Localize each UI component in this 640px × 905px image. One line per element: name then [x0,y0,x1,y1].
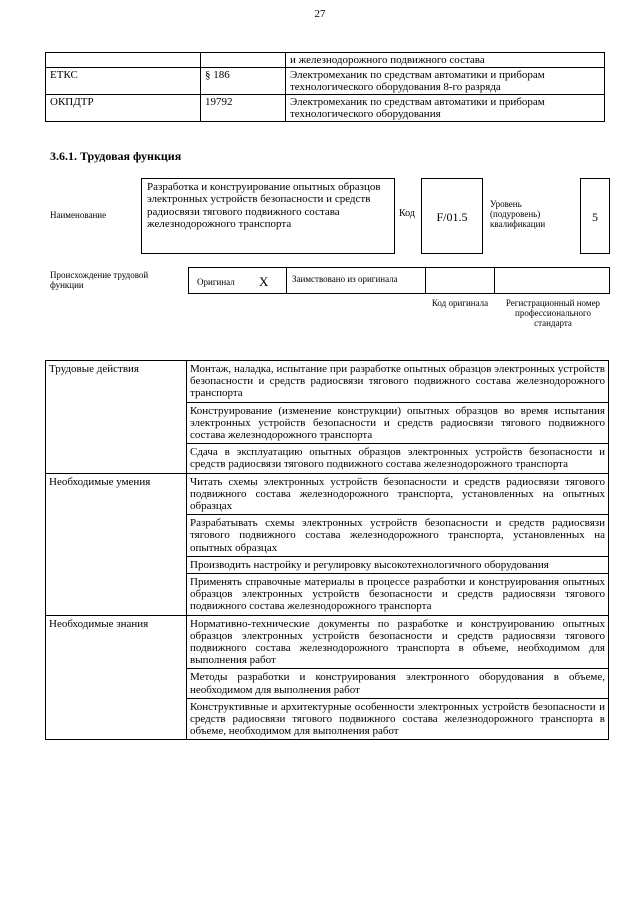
borrowed-cell [286,267,426,294]
reg-number-cell [494,267,610,294]
table-cell: Монтаж, наладка, испытание при разработке опытных образцов электронных устройств безопасности и средств радиосвязи тягового подвижного состава железнодорожного транспорта [187,361,609,403]
table-cell: Конструирование (изменение конструкции) опытных образцов во время испытания электронных устройств безопасности и средств радиосвязи тягового подвижного состава железнодорожного транспорта [187,402,609,444]
table-row [46,53,605,68]
original-cell [188,267,287,294]
borrowed-label: Заимствовано из оригинала [292,274,398,284]
page-number: 27 [314,8,326,20]
table-cell: Читать схемы электронных устройств безопасности и средств радиосвязи тягового подвижного состава железнодорожного транспорта, установленных на опытных образцах [187,473,609,515]
group-title-actions: Трудовые действия [46,361,187,474]
table-cell [46,53,201,68]
table-cell: Разрабатывать схемы электронных устройств безопасности и средств радиосвязи тягового подвижного состава железнодорожного транспорта, установленных на опытных образцах [187,515,609,557]
table-cell [201,53,286,68]
original-label: Оригинал [197,277,235,287]
table-cell: Методы разработки и конструирования электронного оборудования в объеме, необходимом для выполнения работ [187,669,609,698]
code-caption: Код оригинала [431,298,489,308]
table-cell: Производить настройку и регулировку высокотехнологичного оборудования [187,556,609,573]
function-details-table [45,360,609,740]
classification-table [45,52,605,122]
table-cell: Электромеханик по средствам автоматики и приборам технологического оборудования [286,95,605,122]
original-code-cell [425,267,495,294]
table-cell: ЕТКС [46,68,201,95]
group-title-skills: Необходимые умения [46,473,187,615]
section-title: 3.6.1. Трудовая функция [50,149,182,163]
level-value-box: 5 [580,178,610,254]
group-title-knowledge: Необходимые знания [46,615,187,740]
table-row [46,68,605,95]
original-mark: X [259,274,269,289]
table-cell: 19792 [201,95,286,122]
table-cell: § 186 [201,68,286,95]
table-cell: Применять справочные материалы в процессе разработки и конструирования опытных образцов электронных устройств безопасности и средств радиосвязи тягового подвижного состава железнодорожного транспорта [187,574,609,616]
reg-caption: Регистрационный номер профессионального стандарта [505,298,601,328]
table-cell: Конструктивные и архитектурные особенности электронных устройств безопасности и средств радиосвязи тягового подвижного состава железнодорожного транспорта в объеме, необходимом для выполнения работ [187,698,609,740]
table-cell: Нормативно-технические документы по разработке и конструированию опытных образцов электронных устройств безопасности и средств радиосвязи тягового подвижного состава железнодорожного транспорта в объеме, необходимом для выполнения работ [187,615,609,669]
level-label: Уровень (подуровень) квалификации [490,199,546,229]
table-cell: Сдача в эксплуатацию опытных образцов электронных устройств безопасности и средств радиосвязи тягового подвижного состава железнодорожного транспорта [187,444,609,473]
code-label: Код [399,208,415,219]
table-row [46,473,609,515]
table-cell: ОКПДТР [46,95,201,122]
origin-label: Происхождение трудовой функции [50,270,149,290]
function-name-box: Разработка и конструирование опытных образцов электронных устройств безопасности и средств радиосвязи тягового подвижного состава железнодорожного транспорта [141,178,395,254]
table-row [46,361,609,403]
table-row [46,615,609,669]
name-label: Наименование [50,210,107,220]
table-cell: и железнодорожного подвижного состава [286,53,605,68]
table-cell: Электромеханик по средствам автоматики и приборам технологического оборудования 8-го разряда [286,68,605,95]
function-code-box: F/01.5 [421,178,483,254]
table-row [46,95,605,122]
